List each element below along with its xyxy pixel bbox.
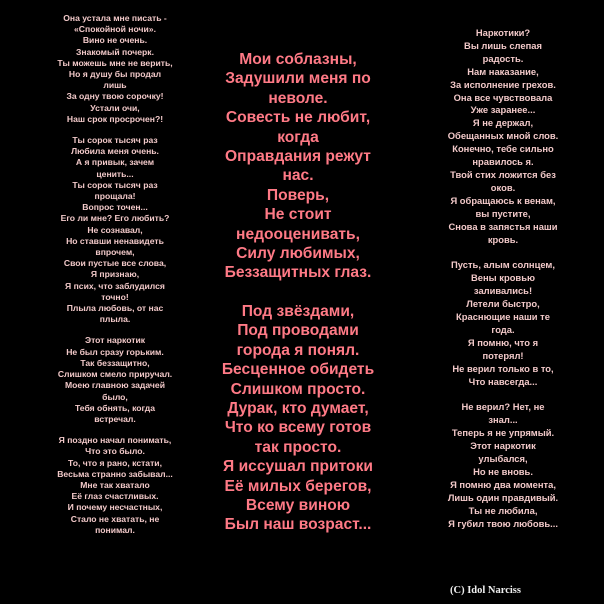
poem-line: Но не вновь. [473, 466, 533, 477]
poem-line: Нам наказание, [467, 65, 539, 77]
poem-line: Я псих, что заблудился [65, 280, 165, 291]
poem-line: Был наш возраст... [224, 516, 372, 534]
poem-line: Так беззащитно, [80, 357, 150, 368]
poem-line: Не верил только в то, [452, 362, 554, 374]
poem-line: Обещанных мной слов. [447, 130, 559, 142]
poem-line: Мне так хватало [80, 479, 150, 490]
poem-line: Моею главною задачей [65, 380, 165, 391]
poem-line: Ты сорок тысяч раз [72, 179, 158, 190]
poem-line: оков. [490, 181, 516, 193]
poem-line: Оправдания режут [225, 148, 371, 166]
poem-line: Под проводами [237, 322, 359, 340]
poem-line: Этот наркотик [84, 335, 146, 346]
poem-line: улыбался, [478, 453, 528, 465]
poem-line: Что навсегда... [468, 375, 538, 387]
poem-line: Я обращаюсь к венам, [450, 194, 556, 206]
poem-line: Я признаю, [90, 269, 140, 280]
poem-line: нас. [282, 167, 314, 185]
poem-line: Я иссушал притоки [223, 458, 373, 476]
poem-line: А я привык, зачем [75, 157, 155, 168]
poem-line: Не был сразу горьким. [66, 346, 164, 357]
poem-line: нравилось я. [472, 156, 534, 168]
stanza [30, 335, 200, 425]
poem-line: Я губил твою любовь... [448, 517, 558, 529]
poem-line: Вы лишь слепая [464, 39, 542, 51]
poem-line: И почему несчастных, [67, 502, 163, 513]
poem-line: города я понял. [236, 341, 360, 359]
poem-line: Летели быстро, [466, 298, 540, 310]
poem-line: Его ли мне? Его любить? [60, 213, 170, 224]
poem-line: Она устала мне писать - [63, 13, 167, 23]
poem-line: Я не держал, [472, 117, 534, 129]
poem-line: Её глаз счастливых. [71, 491, 159, 502]
poem-line: Что это было. [85, 446, 145, 457]
poem-line: ценить... [96, 168, 134, 179]
poem-line: Плыла любовь, от нас [66, 303, 164, 314]
poem-line: Снова в запястья наши [448, 220, 558, 232]
center-column-poem [212, 50, 384, 554]
poem-line: Поверь, [266, 186, 330, 204]
poem-line: неволе. [268, 89, 328, 107]
poem-line: Она все чувствовала [453, 91, 553, 103]
poem-line: Лишь один правдивый. [447, 491, 559, 503]
poem-line: Твой стих ложится без [450, 168, 556, 180]
poem-line: Совесть не любит, [225, 109, 371, 127]
poem-line: Знакомый почерк. [76, 46, 154, 57]
poem-line: Беззащитных глаз. [224, 264, 372, 282]
left-column-poem [30, 13, 200, 546]
poem-line: Уже заранее... [470, 104, 536, 116]
poem-line: Но я душу бы продал [68, 69, 162, 80]
poem-line: Не верил? Нет, не [461, 401, 545, 413]
poem-line: Не сознавал, [87, 224, 143, 235]
poem-line: впрочем, [95, 247, 135, 258]
poem-line: Пусть, алым солнцем, [451, 259, 555, 271]
poem-line: За одну твою сорочку! [66, 91, 164, 102]
poem-line: лишь [103, 80, 127, 91]
poem-line: Любила меня очень. [71, 146, 159, 157]
stanza [212, 50, 384, 283]
poem-line: Ты можешь мне не верить, [57, 57, 173, 68]
poem-line: прощала! [94, 191, 136, 202]
poem-line: Вопрос точен... [82, 202, 148, 213]
stanza [30, 135, 200, 325]
poem-line: так просто. [254, 438, 342, 456]
poem-line: Мои соблазны, [239, 51, 357, 68]
stanza [30, 13, 200, 125]
right-column-poem [428, 27, 578, 544]
poem-line: Тебя обнять, когда [74, 402, 156, 413]
poem-line: Не стоит [264, 206, 332, 224]
poem-line: вы пустите, [475, 207, 531, 219]
poem-line: Свои пустые все слова, [63, 258, 167, 269]
stanza [30, 435, 200, 536]
poem-line: Слишком просто. [230, 380, 366, 398]
poem-line: Я поздно начал понимать, [58, 435, 172, 446]
poem-line: То, что я рано, кстати, [68, 457, 162, 468]
copyright-signature: (C) Idol Narciss [450, 585, 521, 596]
poem-line: Краснющие наши те [456, 311, 550, 323]
poem-line: недооценивать, [236, 225, 360, 243]
poem-line: Бесценное обидеть [221, 361, 375, 379]
poem-line: Теперь я не упрямый. [451, 427, 555, 439]
poem-line: года. [491, 323, 515, 335]
poem-line: Слишком смело приручал. [57, 369, 173, 380]
poem-line: Конечно, тебе сильно [452, 143, 554, 155]
stanza [428, 27, 578, 246]
poem-line: Её милых берегов, [224, 477, 372, 495]
poem-line: Наркотики? [475, 27, 531, 38]
poem-line: понимал. [95, 524, 135, 535]
poem-line: радость. [482, 52, 524, 64]
poem-line: Но ставши ненавидеть [66, 235, 164, 246]
poem-line: Ты не любила, [468, 504, 538, 516]
poem-line: Что ко всему готов [224, 419, 372, 437]
poem-line: Вино не очень. [82, 35, 148, 46]
poem-line: Всему виною [245, 496, 351, 514]
poem-line: За исполнение грехов. [450, 78, 556, 90]
stanza [212, 302, 384, 535]
poem-line: Наш срок просрочен?! [66, 113, 164, 124]
poem-line: Я помню, что я [467, 336, 539, 348]
poem-line: плыла. [99, 314, 131, 325]
stanza [428, 401, 578, 530]
poem-line: Вены кровью [471, 272, 535, 284]
poem-line: Этот наркотик [470, 440, 536, 452]
poem-line: Под звёздами, [241, 302, 355, 320]
poem-line: Ты сорок тысяч раз [72, 135, 158, 146]
poem-line: «Спокойной ночи». [74, 24, 156, 35]
poem-line: потерял! [482, 349, 524, 361]
poem-line: встречал. [94, 413, 136, 424]
poem-line: Устали очи, [90, 102, 140, 113]
poem-line: Задушили меня по [225, 70, 371, 88]
poem-line: заливались! [473, 285, 533, 297]
poem-line: Стало не хватать, не [70, 513, 160, 524]
poem-line: знал... [488, 414, 518, 426]
poem-line: Силу любимых, [236, 245, 360, 263]
poem-line: Весьма странно забывал... [57, 468, 173, 479]
poem-line: кровь. [487, 233, 519, 245]
poem-line: когда [277, 128, 319, 146]
stanza [428, 259, 578, 388]
poem-line: Дурак, кто думает, [227, 399, 369, 417]
poem-line: Я помню два момента, [450, 478, 556, 490]
poem-line: было, [102, 391, 128, 402]
poem-line: точно! [101, 291, 129, 302]
